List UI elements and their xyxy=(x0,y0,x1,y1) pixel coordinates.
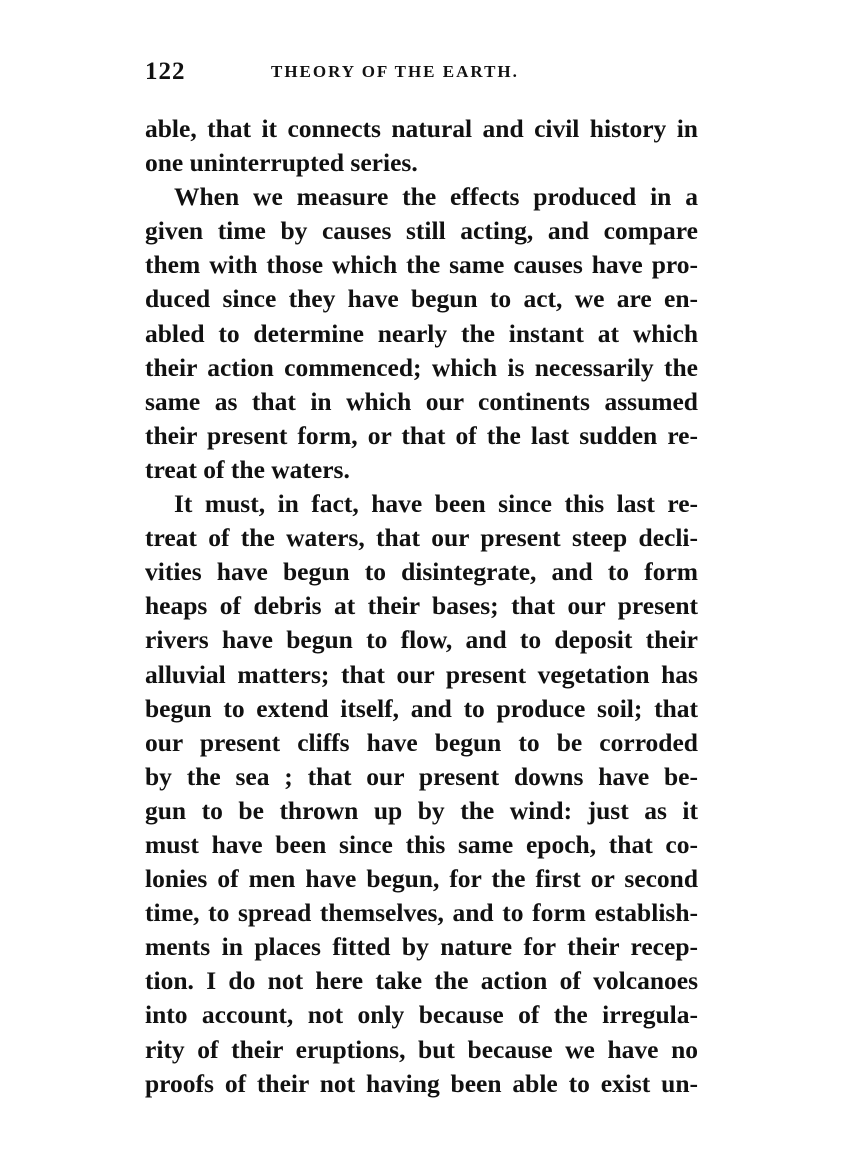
text-line: them with those which the same causes have pro- xyxy=(145,250,698,280)
text-line: alluvial matters; that our present vegetation has xyxy=(145,659,698,689)
text-line: vities have begun to disintegrate, and to form xyxy=(145,557,698,587)
text-line: our present cliffs have begun to be corroded xyxy=(145,727,698,757)
body-text xyxy=(145,112,698,1101)
text-line: When we measure the effects produced in a xyxy=(174,182,698,212)
text-line: It must, in fact, have been since this last re- xyxy=(174,489,698,519)
text-line: time, to spread themselves, and to form establish- xyxy=(145,898,698,928)
text-line: their action commenced; which is necessarily the xyxy=(145,352,698,382)
running-head xyxy=(145,56,700,88)
text-line: ments in places fitted by nature for their recep- xyxy=(145,932,698,962)
text-line: able, that it connects natural and civil history in xyxy=(145,114,698,143)
text-line: proofs of their not having been able to exist un- xyxy=(145,1068,698,1098)
text-line: lonies of men have begun, for the first or second xyxy=(145,864,698,894)
text-line: into account, not only because of the irregula- xyxy=(145,1000,698,1030)
text-line: rity of their eruptions, but because we have no xyxy=(145,1034,698,1064)
text-line: by the sea ; that our present downs have be- xyxy=(145,761,698,791)
text-line: begun to extend itself, and to produce soil; that xyxy=(145,693,698,723)
text-line: their present form, or that of the last sudden re- xyxy=(145,420,698,450)
page-number: 122 xyxy=(145,58,186,85)
text-line: rivers have begun to flow, and to deposit their xyxy=(145,625,698,655)
text-line: treat of the waters, that our present steep decli- xyxy=(145,523,698,553)
text-line: one uninterrupted series. xyxy=(145,148,418,178)
text-line: gun to be thrown up by the wind: just as it xyxy=(145,795,698,825)
text-line: same as that in which our continents assumed xyxy=(145,386,698,416)
text-line: tion. I do not here take the action of volcanoes xyxy=(145,966,698,996)
text-line: treat of the waters. xyxy=(145,454,350,484)
text-line: must have been since this same epoch, that co- xyxy=(145,829,698,859)
text-line: abled to determine nearly the instant at which xyxy=(145,318,698,348)
text-line: heaps of debris at their bases; that our present xyxy=(145,591,698,621)
text-line: given time by causes still acting, and compare xyxy=(145,216,698,246)
text-line: duced since they have begun to act, we are en- xyxy=(145,284,698,314)
running-title: THEORY OF THE EARTH. xyxy=(271,62,519,81)
